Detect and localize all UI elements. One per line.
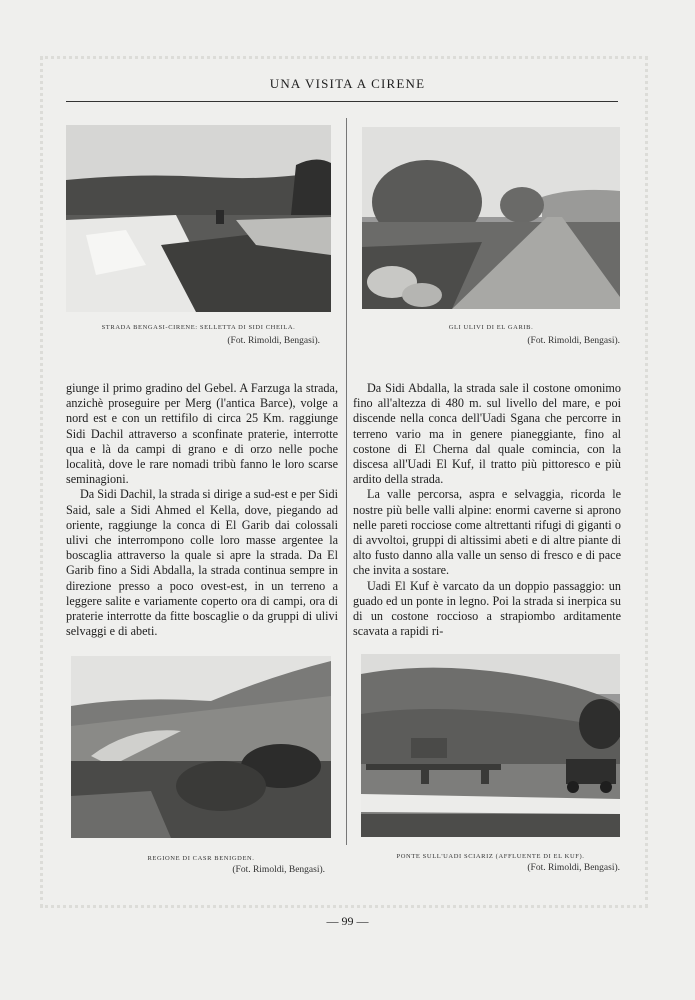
- photo-gli-ulivi-di-el-garib: [362, 127, 620, 309]
- column-divider: [346, 118, 347, 845]
- paragraph: La valle percorsa, aspra e selvaggia, ricorda le nostre più belle valli alpine: enormi caverne si aprono nelle pareti rocciose come altrettanti rifugi di giganti o di avvoltoi, gruppi di altissimi abeti e di altre piante di alto fusto danno alla valle un senso di fresco e di pace che invita a sostare.: [353, 487, 621, 578]
- running-head: UNA VISITA A CIRENE: [269, 76, 426, 91]
- photo-strada-bengasi-cirene: [66, 125, 331, 312]
- figure-caption: REGIONE DI CASR BENIGDEN.: [147, 855, 255, 862]
- paragraph: Da Sidi Dachil, la strada si dirige a sud-est e per Sidi Said, sale a Sidi Ahmed el Kella, dove, piegando ad oriente, raggiunge la conca di El Garib dai colossali ulivi che interrompono colle loro masse argentee la boscaglia attraverso la quale si apre la strada. Da El Garib fino a Sidi Abdalla, la strada continua sempre in direzione presso a poco ovest-est, in un terreno a leggere salite e variamente coperto ora di campi, ora di praterie interrotte da fitte boscaglie o da gruppi di ulivi selvaggi e di abeti.: [66, 487, 338, 639]
- figure-caption: STRADA BENGASI-CIRENE: SELLETTA DI SIDI CHEILA.: [101, 324, 296, 331]
- article-column-left: [66, 381, 338, 639]
- paragraph: Da Sidi Abdalla, la strada sale il costone omonimo fino all'altezza di 480 m. sul livello del mare, e poi discende nella conca dell'Uadi Sgana che percorre in terreno vario ma in genere pianeggiante, fino al costone di El Cherna dal quale comincia, con la discesa all'Uadi El Kuf, il tratto più pittoresco e più ardito della strada.: [353, 381, 621, 487]
- paragraph: giunge il primo gradino del Gebel. A Farzuga la strada, anzichè proseguire per Merg (l'antica Barce), volge a nord est e con un rettifilo di circa 25 Km. raggiunge Sidi Dachil attraverso a sconfinate praterie, interrotte qua e là da campi di grano e di orzo nelle poche località, dove le rare nomadi tribù fanno le loro scarse seminagioni.: [66, 381, 338, 487]
- paragraph: Uadi El Kuf è varcato da un doppio passaggio: un guado ed un ponte in legno. Poi la strada si inerpica su di un costone roccioso a strapiombo arditamente scavata a rapidi ri-: [353, 578, 621, 639]
- figure-caption: PONTE SULL'UADI SCIARIZ (AFFLUENTE DI EL KUF).: [396, 853, 585, 860]
- photo-ponte-sull-uadi-sciariz: [361, 654, 620, 837]
- photo-regione-di-casr-benigden: [71, 656, 331, 838]
- figure-credit: (Fot. Rimoldi, Bengasi).: [227, 336, 320, 346]
- page-number: — 99 —: [326, 914, 369, 928]
- article-column-right: [353, 381, 621, 639]
- figure-credit: (Fot. Rimoldi, Bengasi).: [232, 865, 325, 875]
- header-rule: [66, 101, 618, 102]
- figure-credit: (Fot. Rimoldi, Bengasi).: [527, 863, 620, 873]
- figure-credit: (Fot. Rimoldi, Bengasi).: [527, 336, 620, 346]
- figure-caption: GLI ULIVI DI EL GARIB.: [448, 324, 534, 331]
